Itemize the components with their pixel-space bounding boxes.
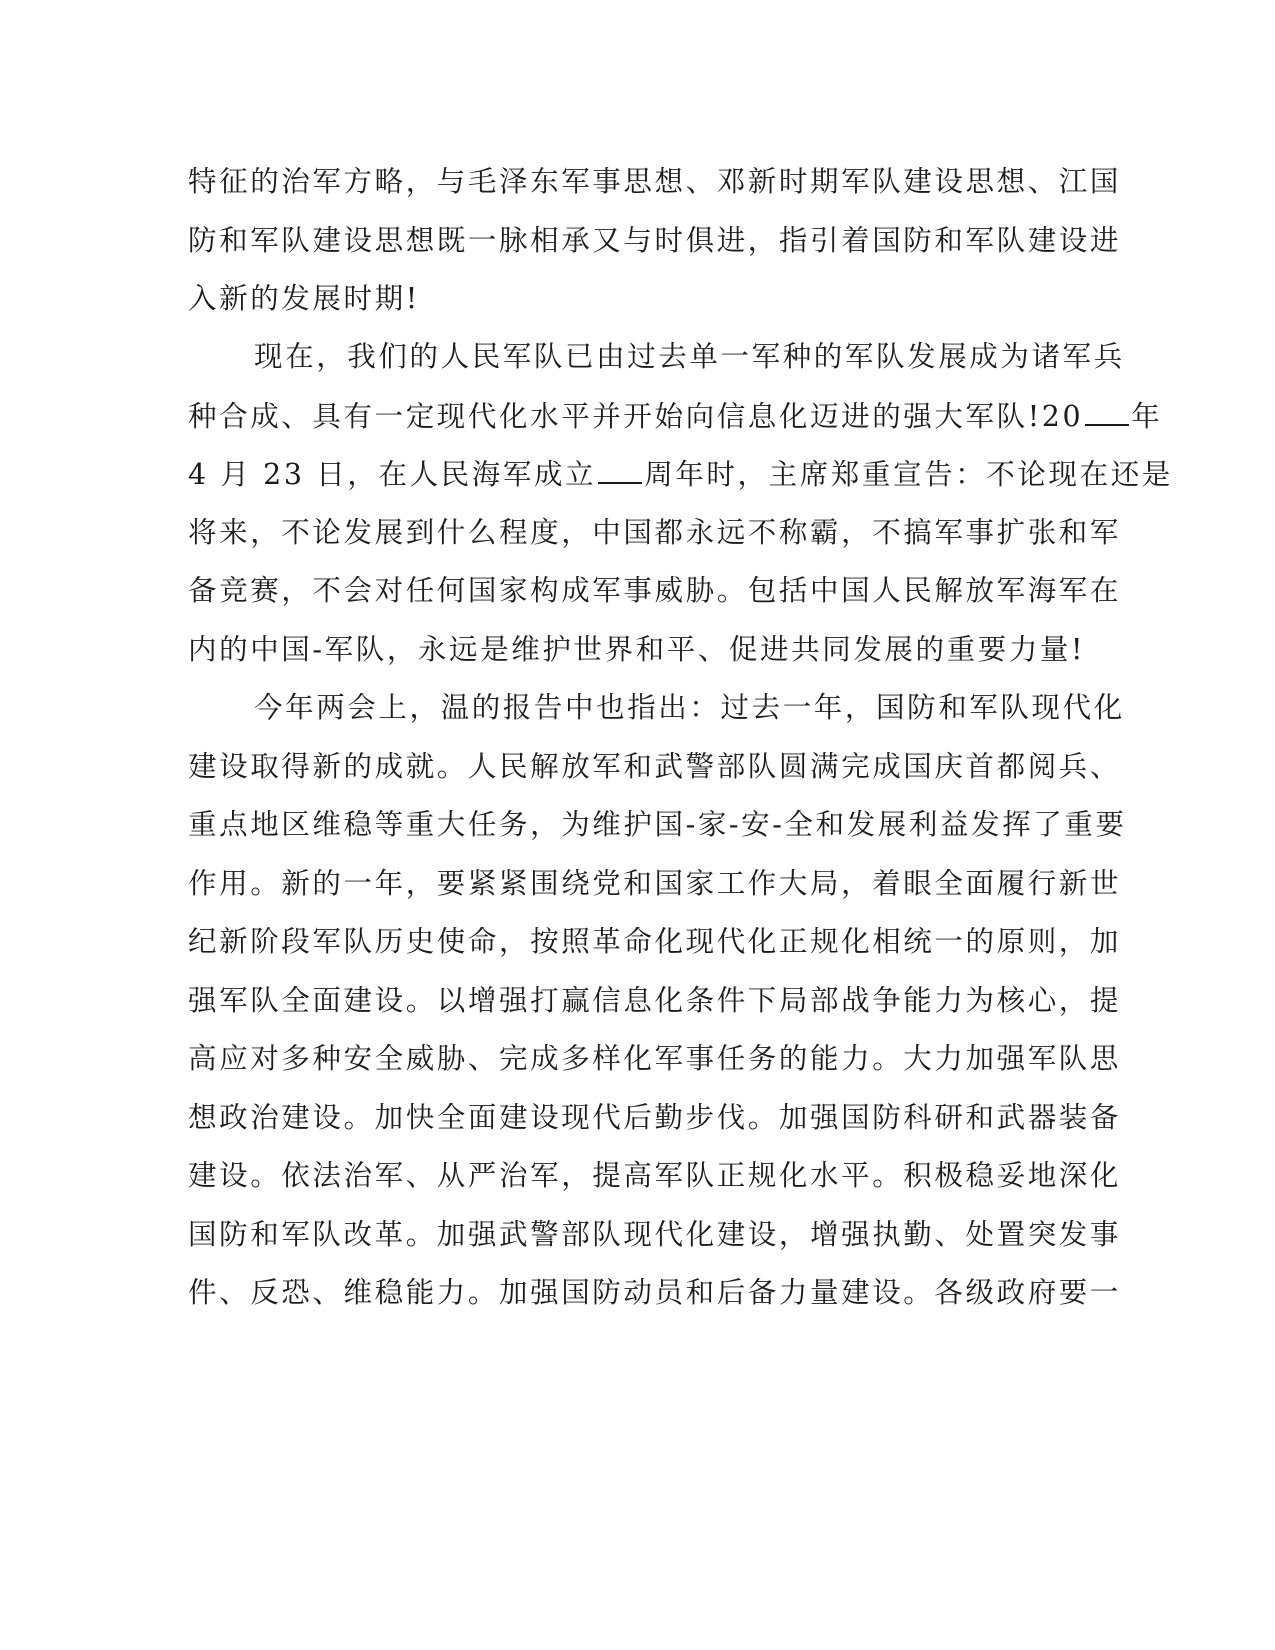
text-line: 将来，不论发展到什么程度，中国都永远不称霸，不搞军事扩张和军 [188,516,1122,549]
text-segment: 周年时，主席郑重宣告：不论现在还是 [644,458,1173,491]
text-line [188,396,1163,436]
text-line: 重点地区维稳等重大任务，为维护国-家-安-全和发展利益发挥了重要 [188,808,1127,841]
text-line: 今年两会上，温的报告中也指出：过去一年，国防和军队现代化 [254,691,1125,724]
text-line [188,454,1173,494]
text-line: 想政治建设。加快全面建设现代后勤步伐。加强国防科研和武器装备 [188,1101,1122,1134]
text-segment: 4 月 23 日，在人民海军成立 [188,458,597,491]
text-line: 纪新阶段军队历史使命，按照革命化现代化正规化相统一的原则，加 [188,925,1122,958]
text-line: 防和军队建设思想既一脉相承又与时俱进，指引着国防和军队建设进 [188,224,1122,257]
text-segment: 年 [1131,400,1163,433]
text-line: 强军队全面建设。以增强打赢信息化条件下局部战争能力为核心，提 [188,984,1122,1017]
text-line: 国防和军队改革。加强武警部队现代化建设，增强执勤、处置突发事 [188,1218,1122,1251]
text-segment: 种合成、具有一定现代化水平并开始向信息化迈进的强大军队!20 [188,400,1084,433]
text-line: 建设取得新的成就。人民解放军和武警部队圆满完成国庆首都阅兵、 [188,750,1122,783]
text-line: 件、反恐、维稳能力。加强国防动员和后备力量建设。各级政府要一 [188,1276,1122,1309]
text-line: 特征的治军方略，与毛泽东军事思想、邓新时期军队建设思想、江国 [188,165,1122,198]
text-line: 内的中国-军队，永远是维护世界和平、促进共同发展的重要力量! [188,633,1086,666]
fill-blank [598,454,642,484]
fill-blank [1085,396,1129,426]
text-line: 备竞赛，不会对任何国家构成军事威胁。包括中国人民解放军海军在 [188,574,1122,607]
text-line: 现在，我们的人民军队已由过去单一军种的军队发展成为诸军兵 [254,340,1125,373]
text-line: 高应对多种安全威胁、完成多样化军事任务的能力。大力加强军队思 [188,1042,1122,1075]
text-line: 入新的发展时期! [188,282,420,315]
text-line: 作用。新的一年，要紧紧围绕党和国家工作大局，着眼全面履行新世 [188,867,1122,900]
text-line: 建设。依法治军、从严治军，提高军队正规化水平。积极稳妥地深化 [188,1159,1122,1192]
